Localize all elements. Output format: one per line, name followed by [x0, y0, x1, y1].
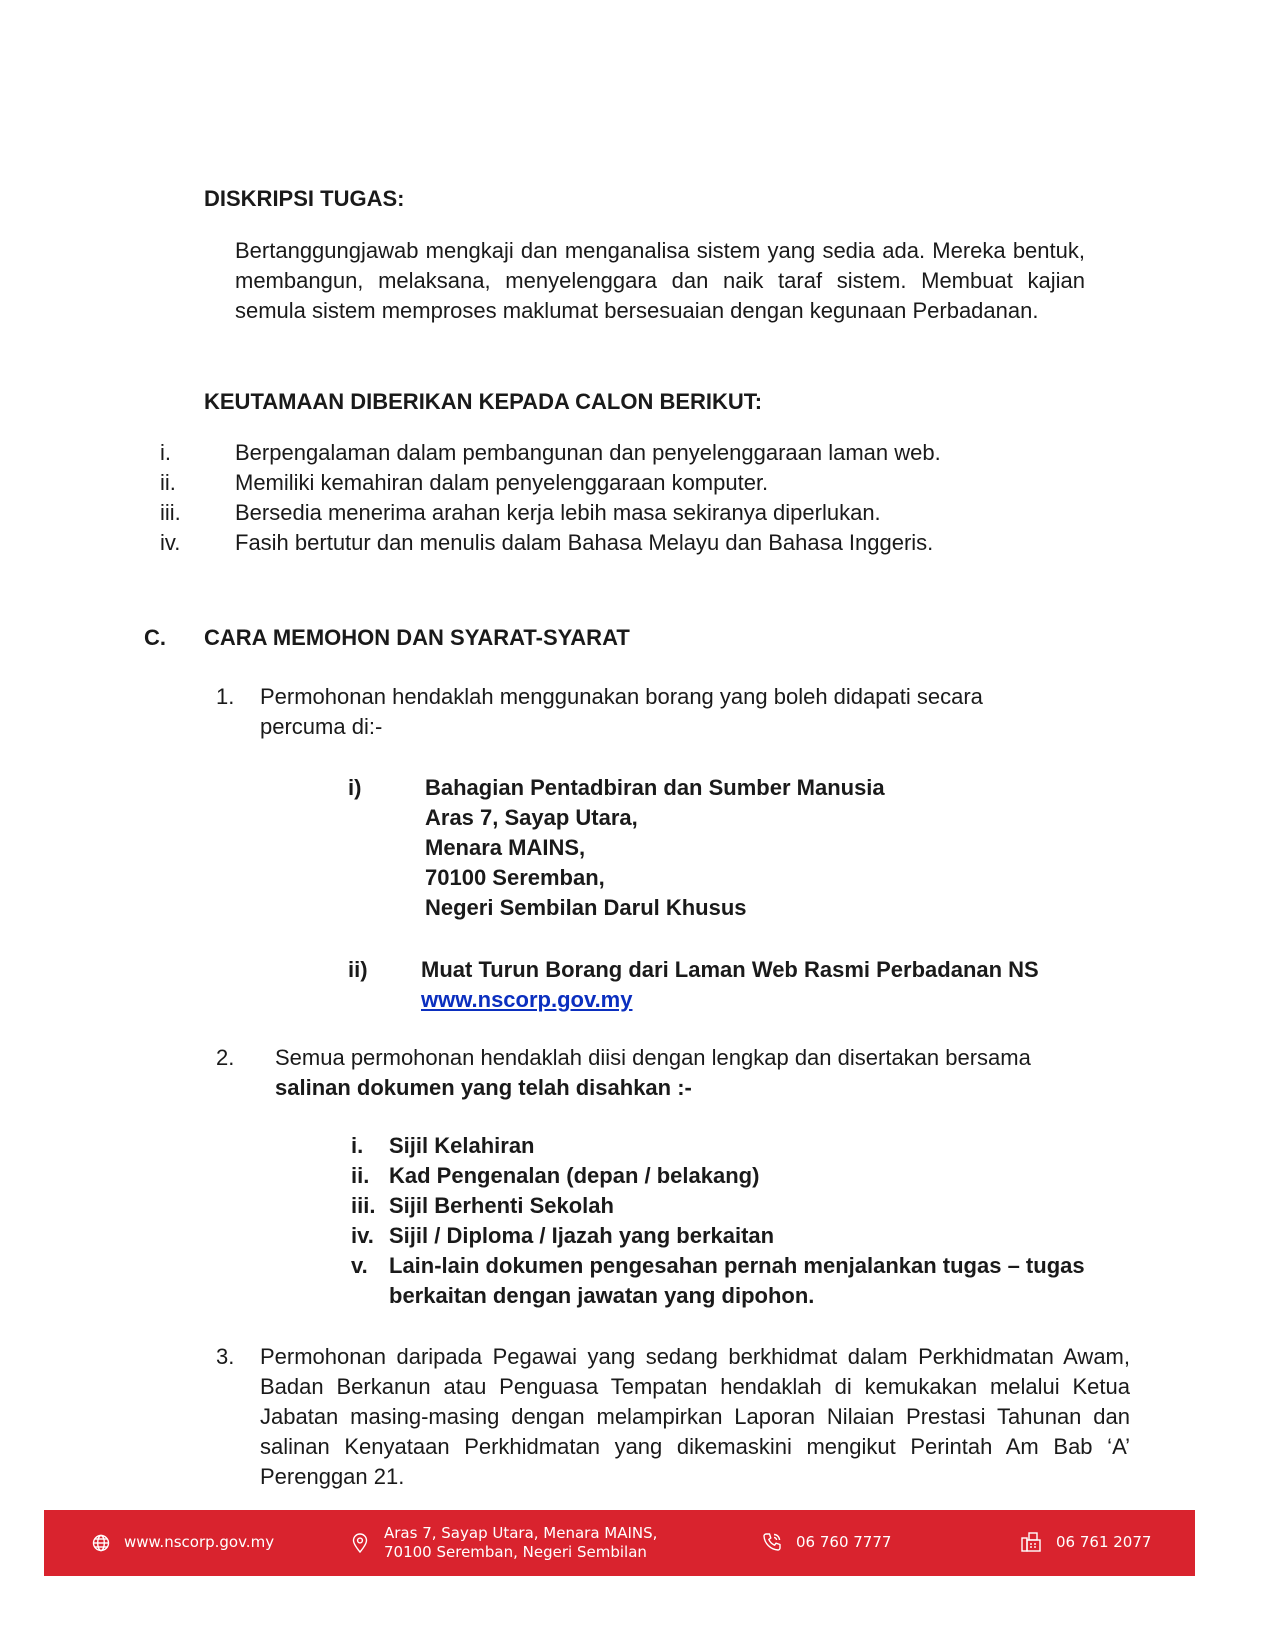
document-item-num: iv.	[351, 1223, 374, 1248]
footer-website[interactable]	[92, 1533, 274, 1552]
footer-phone[interactable]	[762, 1532, 891, 1552]
preference-item-num: i.	[160, 440, 171, 465]
preference-item-text: Berpengalaman dalam pembangunan dan penyelenggaraan laman web.	[235, 440, 941, 465]
document-item	[351, 1161, 1111, 1191]
item1-num: 1.	[216, 684, 235, 709]
document-item-text: Sijil / Diploma / Ijazah yang berkaitan	[389, 1223, 775, 1248]
document-list	[351, 1131, 1111, 1311]
preference-item	[160, 498, 941, 528]
item2-bold-text: salinan dokumen yang telah disahkan :-	[275, 1075, 692, 1100]
duties-body: Bertanggungjawab mengkaji dan menganalisa sistem yang sedia ada. Mereka bentuk, membangun, melaksana, menyelenggara dan naik taraf sistem. Membuat kajian semula sistem memproses maklumat bersesuaian dengan kegunaan Perbadanan.	[235, 238, 1085, 323]
sub-i-num: i)	[348, 775, 362, 800]
address-line: Negeri Sembilan Darul Khusus	[425, 895, 747, 920]
document-item-num: i.	[351, 1133, 364, 1158]
preference-item-text: Memiliki kemahiran dalam penyelenggaraan komputer.	[235, 470, 769, 495]
location-pin-icon	[352, 1533, 368, 1553]
preference-item-text: Bersedia menerima arahan kerja lebih masa sekiranya diperlukan.	[235, 500, 881, 525]
address-line: 70100 Seremban,	[425, 865, 605, 890]
phone-icon	[762, 1532, 782, 1552]
footer-phone-text: 06 760 7777	[796, 1532, 892, 1551]
preference-item-num: iv.	[160, 530, 181, 555]
footer-address	[352, 1524, 657, 1562]
footer-address-line: Aras 7, Sayap Utara, Menara MAINS,	[384, 1524, 658, 1542]
item3-num: 3.	[216, 1344, 235, 1369]
document-item	[351, 1251, 1111, 1311]
document-item-num: iii.	[351, 1193, 376, 1218]
item3-text: Permohonan daripada Pegawai yang sedang berkhidmat dalam Perkhidmatan Awam, Badan Berkanun atau Penguasa Tempatan hendaklah di kemukakan melalui Ketua Jabatan masing-masing dengan melampirkan Laporan Nilaian Prestasi Tahunan dan salinan Kenyataan Perkhidmatan yang dikemaskini mengikut Perintah Am Bab ‘A’ Perenggan 21.	[260, 1344, 1130, 1489]
footer-website-text: www.nscorp.gov.my	[124, 1533, 275, 1551]
preference-item-num: iii.	[160, 500, 181, 525]
preference-heading: KEUTAMAAN DIBERIKAN KEPADA CALON BERIKUT:	[204, 389, 763, 414]
document-item-num: ii.	[351, 1163, 370, 1188]
footer-address-text	[384, 1524, 657, 1562]
preference-item	[160, 468, 941, 498]
duties-heading: DISKRIPSI TUGAS:	[204, 186, 405, 211]
address-line: Bahagian Pentadbiran dan Sumber Manusia	[425, 775, 885, 800]
item2-text: Semua permohonan hendaklah diisi dengan lengkap dan disertakan bersama	[275, 1045, 1031, 1070]
document-item	[351, 1221, 1111, 1251]
address-line: Menara MAINS,	[425, 835, 586, 860]
preference-item	[160, 528, 941, 558]
section-c-letter: C.	[144, 625, 166, 650]
address-line: Aras 7, Sayap Utara,	[425, 805, 638, 830]
document-item	[351, 1131, 1111, 1161]
item1-text: Permohonan hendaklah menggunakan borang yang boleh didapati secara percuma di:-	[260, 684, 983, 739]
document-item	[351, 1191, 1111, 1221]
item2-num: 2.	[216, 1045, 235, 1070]
document-item-text: Kad Pengenalan (depan / belakang)	[389, 1163, 760, 1188]
footer-bar	[44, 1510, 1195, 1576]
document-item-text: Sijil Kelahiran	[389, 1133, 535, 1158]
sub-i-address	[425, 773, 885, 923]
footer-address-line: 70100 Seremban, Negeri Sembilan	[384, 1543, 647, 1561]
footer-fax	[1020, 1531, 1151, 1553]
document-item-text: Lain-lain dokumen pengesahan pernah menjalankan tugas – tugas berkaitan dengan jawatan yang dipohon.	[389, 1253, 1085, 1308]
section-c-title: CARA MEMOHON DAN SYARAT-SYARAT	[204, 625, 630, 650]
preference-list	[160, 438, 941, 558]
sub-ii-num: ii)	[348, 957, 368, 982]
preference-item	[160, 438, 941, 468]
fax-icon	[1020, 1531, 1042, 1553]
document-item-num: v.	[351, 1253, 368, 1278]
globe-icon	[92, 1534, 110, 1552]
preference-item-text: Fasih bertutur dan menulis dalam Bahasa Melayu dan Bahasa Inggeris.	[235, 530, 934, 555]
sub-ii-text: Muat Turun Borang dari Laman Web Rasmi Perbadanan NS	[421, 957, 1039, 982]
footer-fax-text: 06 761 2077	[1056, 1532, 1152, 1551]
document-item-text: Sijil Berhenti Sekolah	[389, 1193, 614, 1218]
nscorp-website-link[interactable]: www.nscorp.gov.my	[421, 987, 633, 1012]
preference-item-num: ii.	[160, 470, 176, 495]
